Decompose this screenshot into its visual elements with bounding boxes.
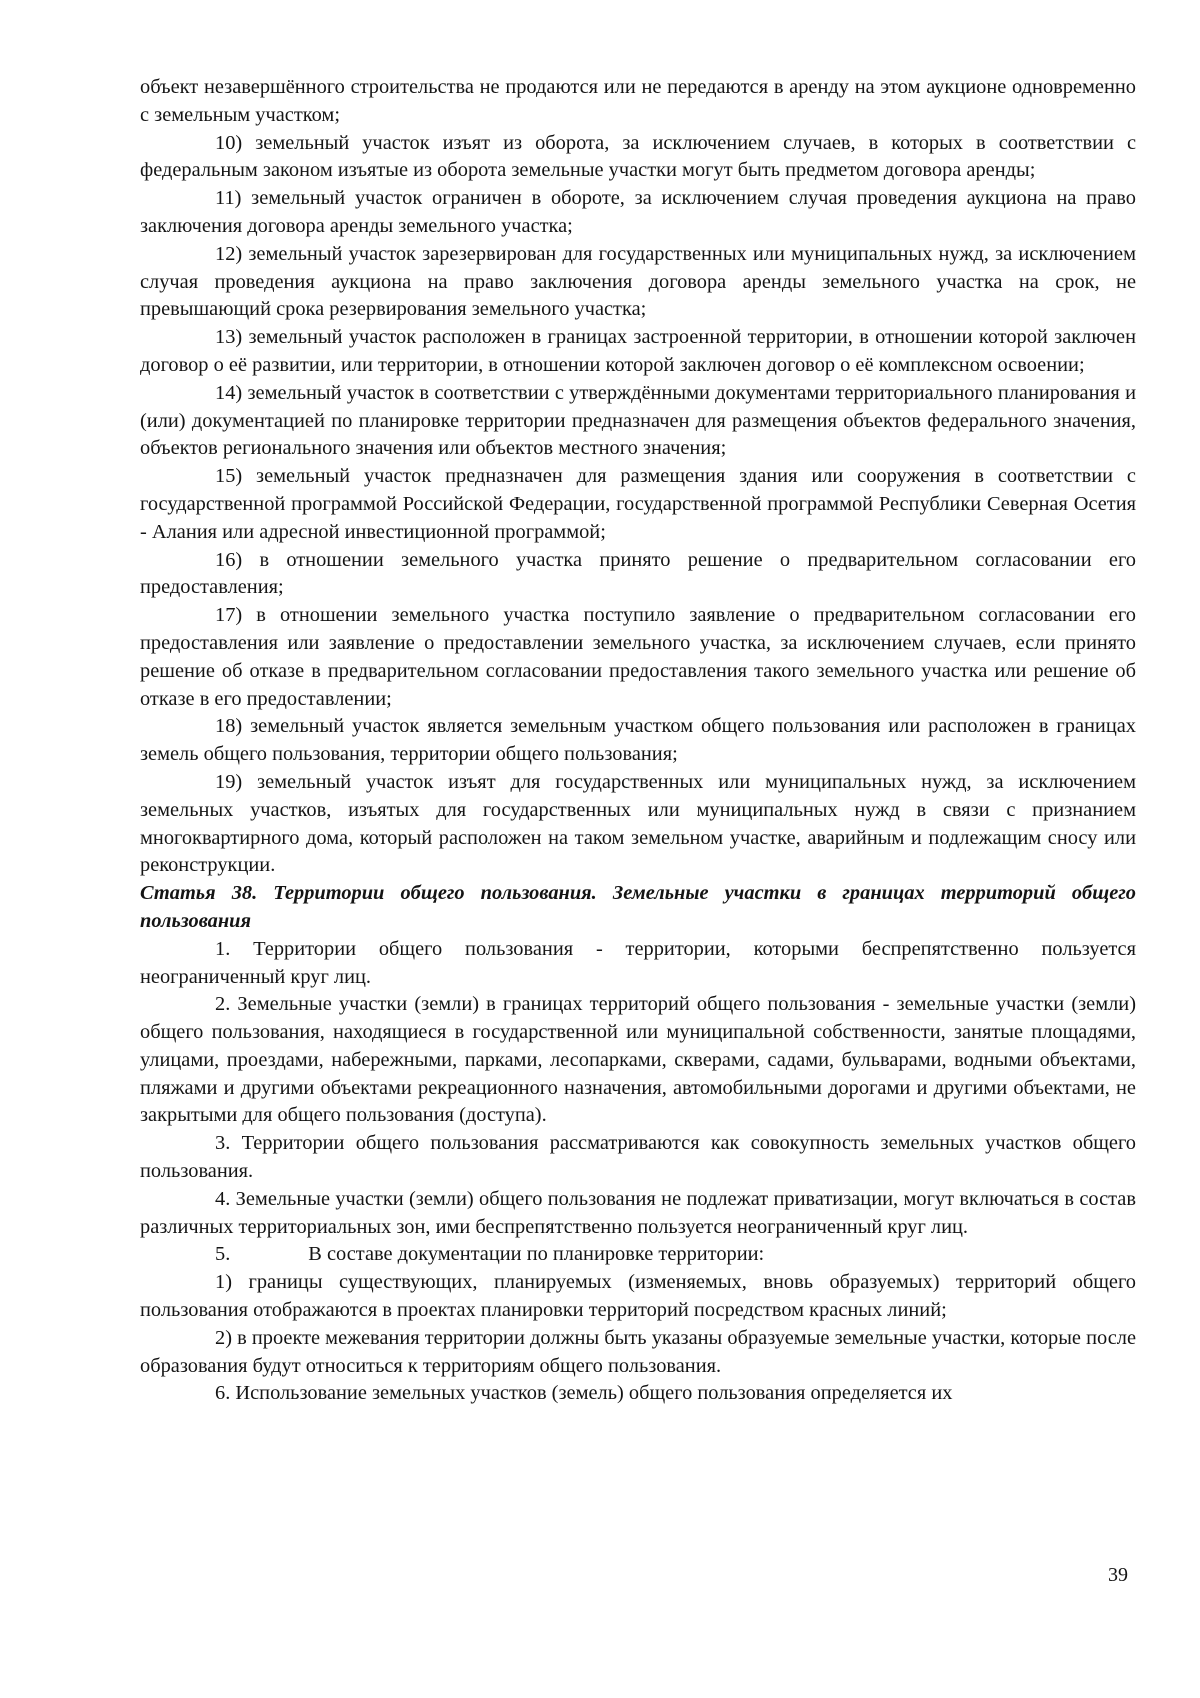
list-item-19: 19) земельный участок изъят для государственных или муниципальных нужд, за исключением земельных участков, изъятых для государственных или муниципальных нужд в связи с признанием многоквартирного дома, который расположен на таком земельном участке, аварийным и подлежащим сносу или реконструкции.	[140, 770, 1136, 877]
article-paragraph-5	[140, 1241, 1136, 1269]
article-paragraph-1: 1. Территории общего пользования - территории, которыми беспрепятственно пользуется неограниченный круг лиц.	[140, 937, 1136, 988]
page-number: 39	[1108, 1564, 1128, 1586]
list-item-13: 13) земельный участок расположен в границах застроенной территории, в отношении которой заключен договор о её развитии, или территории, в отношении которой заключен договор о её комплексном освоении;	[140, 326, 1136, 376]
list-item-11: 11) земельный участок ограничен в обороте, за исключением случая проведения аукциона на право заключения договора аренды земельного участка;	[140, 187, 1136, 237]
list-item-15: 15) земельный участок предназначен для размещения здания или сооружения в соответствии с государственной программой Российской Федерации, государственной программой Республики Северная Осетия - Алания или адресной инвестиционной программой;	[140, 465, 1136, 543]
item-5-number: 5.	[215, 1243, 231, 1266]
article-paragraph-6: 6. Использование земельных участков (земель) общего пользования определяется их	[215, 1382, 953, 1405]
list-item-14: 14) земельный участок в соответствии с утверждёнными документами территориального планирования и (или) документацией по планировке территории предназначен для размещения объектов федерального значения, объектов регионального значения или объектов местного значения;	[140, 381, 1136, 460]
article-paragraph-2: 2. Земельные участки (земли) в границах территорий общего пользования - земельные участки (земли) общего пользования, находящиеся в государственной или муниципальной собственности, занятые площадями, улицами, проездами, набережными, парками, лесопарками, скверами, садами, бульварами, водными объектами, пляжами и другими объектами рекреационного назначения, автомобильными дорогами и другими объектами, не закрытыми для общего пользования (доступа).	[140, 993, 1136, 1127]
list-item-12: 12) земельный участок зарезервирован для государственных или муниципальных нужд, за исключением случая проведения аукциона на право заключения договора аренды земельного участка на срок, не превышающий срока резервирования земельного участка;	[140, 242, 1136, 321]
article-heading: Статья 38. Территории общего пользования. Земельные участки в границах территорий общего пользования	[140, 882, 1136, 932]
list-item-10: 10) земельный участок изъят из оборота, за исключением случаев, в которых в соответствии с федеральным законом изъятые из оборота земельные участки могут быть предметом договора аренды;	[140, 131, 1136, 182]
item-5-subitem-1: 1) границы существующих, планируемых (изменяемых, вновь образуемых) территорий общего пользования отображаются в проектах планировки территорий посредством красных линий;	[140, 1271, 1136, 1322]
item-5-subitem-2: 2) в проекте межевания территории должны быть указаны образуемые земельные участки, которые после образования будут относиться к территориям общего пользования.	[140, 1326, 1136, 1377]
list-item-18: 18) земельный участок является земельным участком общего пользования или расположен в границах земель общего пользования, территории общего пользования;	[140, 715, 1136, 766]
item-5-text: В составе документации по планировке территории:	[308, 1243, 765, 1266]
list-item-16: 16) в отношении земельного участка принято решение о предварительном согласовании его предоставления;	[140, 548, 1136, 599]
document-page	[140, 74, 1136, 1408]
list-item-17: 17) в отношении земельного участка поступило заявление о предварительном согласовании его предоставления или заявление о предоставлении земельного участка, за исключением случаев, если принято решение об отказе в предварительном согласовании предоставления такого земельного участка или решение об отказе в его предоставлении;	[140, 604, 1136, 710]
paragraph-continuation: объект незавершённого строительства не продаются или не передаются в аренду на этом аукционе одновременно с земельным участком;	[140, 76, 1136, 126]
article-paragraph-3: 3. Территории общего пользования рассматриваются как совокупность земельных участков общего пользования.	[140, 1132, 1136, 1183]
article-paragraph-4: 4. Земельные участки (земли) общего пользования не подлежат приватизации, могут включаться в состав различных территориальных зон, ими беспрепятственно пользуется неограниченный круг лиц.	[140, 1187, 1136, 1238]
